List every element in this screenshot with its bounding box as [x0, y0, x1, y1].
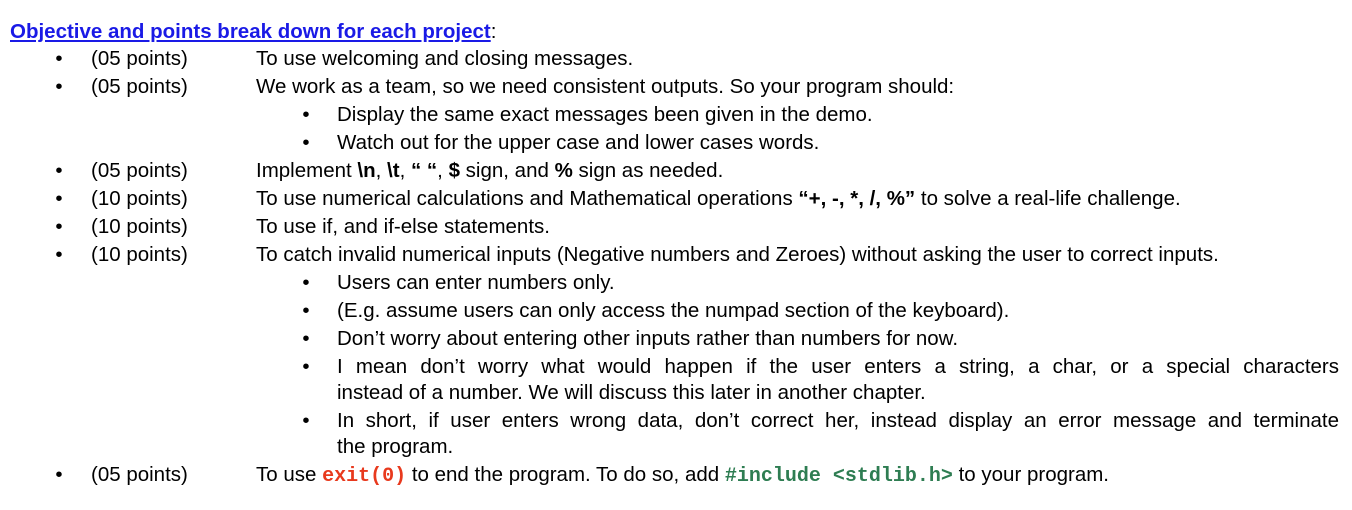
sub-bullet: • — [302, 271, 310, 294]
points-label: (05 points) — [91, 159, 188, 182]
section-heading — [10, 18, 496, 46]
bullet: • — [55, 47, 63, 70]
bullet: • — [55, 75, 63, 98]
item-text: To use if, and if-else statements. — [256, 215, 550, 238]
bullet: • — [55, 243, 63, 266]
item-text: To use welcoming and closing messages. — [256, 47, 634, 70]
bullet: • — [55, 463, 63, 486]
item-text: Implement \n, \t, “ “, $ sign, and % sign as needed. — [256, 159, 724, 182]
sub-bullet: • — [302, 409, 310, 432]
sub-item-text: the program. — [337, 435, 454, 458]
points-label: (10 points) — [91, 215, 188, 238]
item-text: We work as a team, so we need consistent outputs. So your program should: — [256, 75, 955, 98]
heading-link[interactable]: Objective and points break down for each project — [10, 20, 491, 43]
sub-item-text: Users can enter numbers only. — [337, 271, 615, 294]
points-label: (05 points) — [91, 47, 188, 70]
bullet: • — [55, 159, 63, 182]
code-exit: exit(0) — [322, 465, 407, 488]
bullet: • — [55, 187, 63, 210]
bullet: • — [55, 215, 63, 238]
sub-bullet: • — [302, 355, 310, 378]
sub-item-text: In short, if user enters wrong data, don’t correct her, instead display an error message and terminate — [337, 409, 1339, 432]
item-text: To use exit(0) to end the program. To do so, add #include <stdlib.h> to your program. — [256, 463, 1109, 488]
points-label: (05 points) — [91, 463, 188, 486]
sub-item-text: Display the same exact messages been given in the demo. — [337, 103, 873, 126]
sub-bullet: • — [302, 327, 310, 350]
code-include: #include <stdlib.h> — [724, 465, 953, 488]
sub-bullet: • — [302, 299, 310, 322]
sub-bullet: • — [302, 103, 310, 126]
item-text: To catch invalid numerical inputs (Negative numbers and Zeroes) without asking the user to correct inputs. — [256, 243, 1219, 266]
sub-item-text: instead of a number. We will discuss this later in another chapter. — [337, 381, 926, 404]
sub-item-text: I mean don’t worry what would happen if the user enters a string, a char, or a special characters — [337, 355, 1339, 378]
points-label: (10 points) — [91, 243, 188, 266]
sub-item-text: Don’t worry about entering other inputs rather than numbers for now. — [337, 327, 959, 350]
sub-item-text: (E.g. assume users can only access the numpad section of the keyboard). — [337, 299, 1010, 322]
item-text: To use numerical calculations and Mathematical operations “+, -, *, /, %” to solve a real-life challenge. — [256, 187, 1181, 210]
points-label: (05 points) — [91, 75, 188, 98]
sub-item-text: Watch out for the upper case and lower cases words. — [337, 131, 820, 154]
sub-bullet: • — [302, 131, 310, 154]
points-label: (10 points) — [91, 187, 188, 210]
heading-colon: : — [490, 20, 497, 43]
